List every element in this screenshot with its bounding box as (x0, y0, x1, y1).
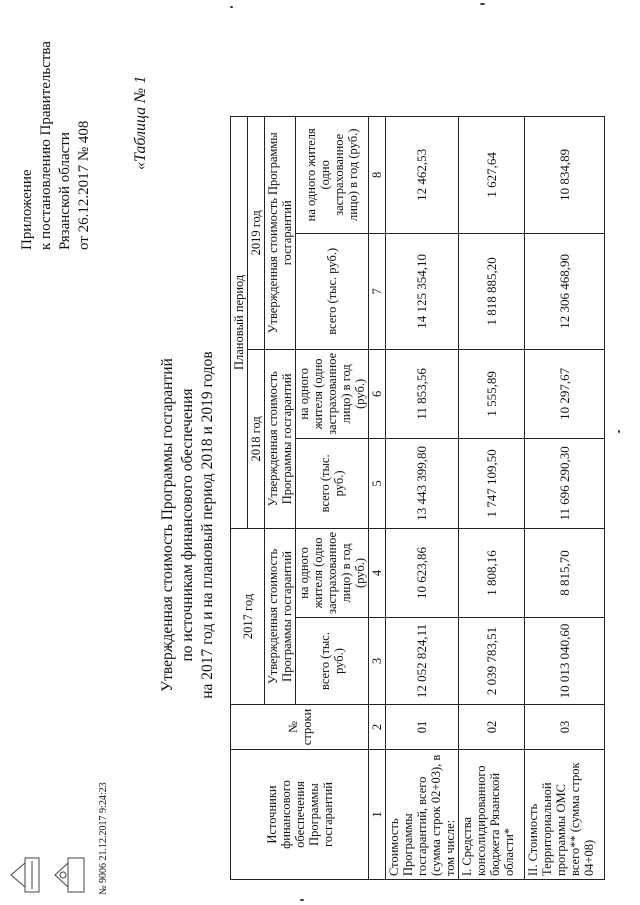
table-label: «Таблица № 1 (132, 75, 149, 170)
title-line: по источникам финансового обеспечения (179, 388, 196, 662)
header-line: Приложение (19, 169, 35, 250)
cell-value: 14 125 354,10 (386, 233, 459, 349)
cost-table (230, 116, 605, 880)
header-2017: 2017 год (231, 528, 265, 704)
header-line: Рязанской области (57, 132, 73, 250)
cell-value: 11 696 290,30 (525, 438, 605, 528)
cell-value: 12 306 468,90 (525, 233, 605, 349)
header-total: всего (тыс. руб.) (296, 233, 369, 349)
cell-value: 11 853,56 (386, 349, 459, 438)
header-total: всего (тыс. руб.) (296, 618, 369, 705)
header-line: к постановлению Правительства (38, 41, 54, 250)
column-number: 8 (369, 116, 386, 233)
cell-value: 10 623,86 (386, 528, 459, 617)
header-approved-cost: Утвержденная стоимость Программы госгарантий (265, 116, 296, 349)
cell-value: 1 747 109,50 (459, 438, 525, 528)
row-label: I. Средства консолидированного бюджета Рязанской области* (459, 750, 525, 880)
title-line: Утвержденная стоимость Программы госгарантий (159, 358, 176, 692)
column-number: 4 (369, 528, 386, 617)
header-line: от 26.12.2017 № 408 (76, 120, 92, 250)
cell-value: 1 555,89 (459, 349, 525, 438)
row-no: 03 (525, 705, 605, 750)
row-no: 01 (386, 705, 459, 750)
header-source: Источники финансового обеспечения Программы госгарантий (231, 750, 369, 880)
column-number: 7 (369, 233, 386, 349)
cell-value: 10 013 040,60 (525, 618, 605, 705)
cell-value: 10 834,89 (525, 116, 605, 233)
cell-value: 12 462,53 (386, 116, 459, 233)
column-number: 5 (369, 438, 386, 528)
cell-value: 1 627,64 (459, 116, 525, 233)
header-total: всего (тыс. руб.) (296, 438, 369, 528)
seal-icon (5, 855, 45, 895)
row-no: 02 (459, 705, 525, 750)
seal-icon (50, 855, 90, 895)
registration-stamp: № 9006 21.12.2017 9:24:23 (98, 782, 109, 895)
row-label: Стоимость Программы госгарантий, всего (сумма строк 02+03), в том числе: (386, 750, 459, 880)
cell-value: 13 443 399,80 (386, 438, 459, 528)
cell-value: 8 815,70 (525, 528, 605, 617)
row-label: II. Стоимость Территориальной программы ОМС всего** (сумма строк 04+08) (525, 750, 605, 880)
header-per-person: на одного жителя (одно застрахованное лицо) в год (руб.) (296, 528, 369, 617)
header-2018: 2018 год (248, 349, 265, 528)
column-number: 2 (369, 705, 386, 750)
table-row (525, 116, 605, 879)
header-per-person: на одного жителя (одно застрахованное лицо) в год (руб.) (296, 116, 369, 233)
cell-value: 2 039 783,51 (459, 618, 525, 705)
title-line: на 2017 год и на плановый период 2018 и 2019 годов (199, 351, 216, 699)
cell-value: 1 808,16 (459, 528, 525, 617)
column-number: 3 (369, 618, 386, 705)
column-number: 1 (369, 750, 386, 880)
header-approved-cost: Утвержденная стоимость Программы госгарантий (265, 349, 296, 528)
header-row-no: № строки (231, 705, 369, 750)
cell-value: 10 297,67 (525, 349, 605, 438)
header-approved-cost: Утвержденная стоимость Программы госгарантий (265, 528, 296, 704)
table-row (459, 116, 525, 879)
appendix-header (18, 10, 94, 250)
cell-value: 12 052 824,11 (386, 618, 459, 705)
column-number: 6 (369, 349, 386, 438)
document-title (158, 265, 218, 785)
cell-value: 1 818 885,20 (459, 233, 525, 349)
header-2019: 2019 год (248, 116, 265, 349)
header-per-person: на одного жителя (одно застрахованное лицо) в год (руб.) (296, 349, 369, 438)
table-row (386, 116, 459, 879)
header-planning-period: Плановый период (231, 116, 248, 528)
